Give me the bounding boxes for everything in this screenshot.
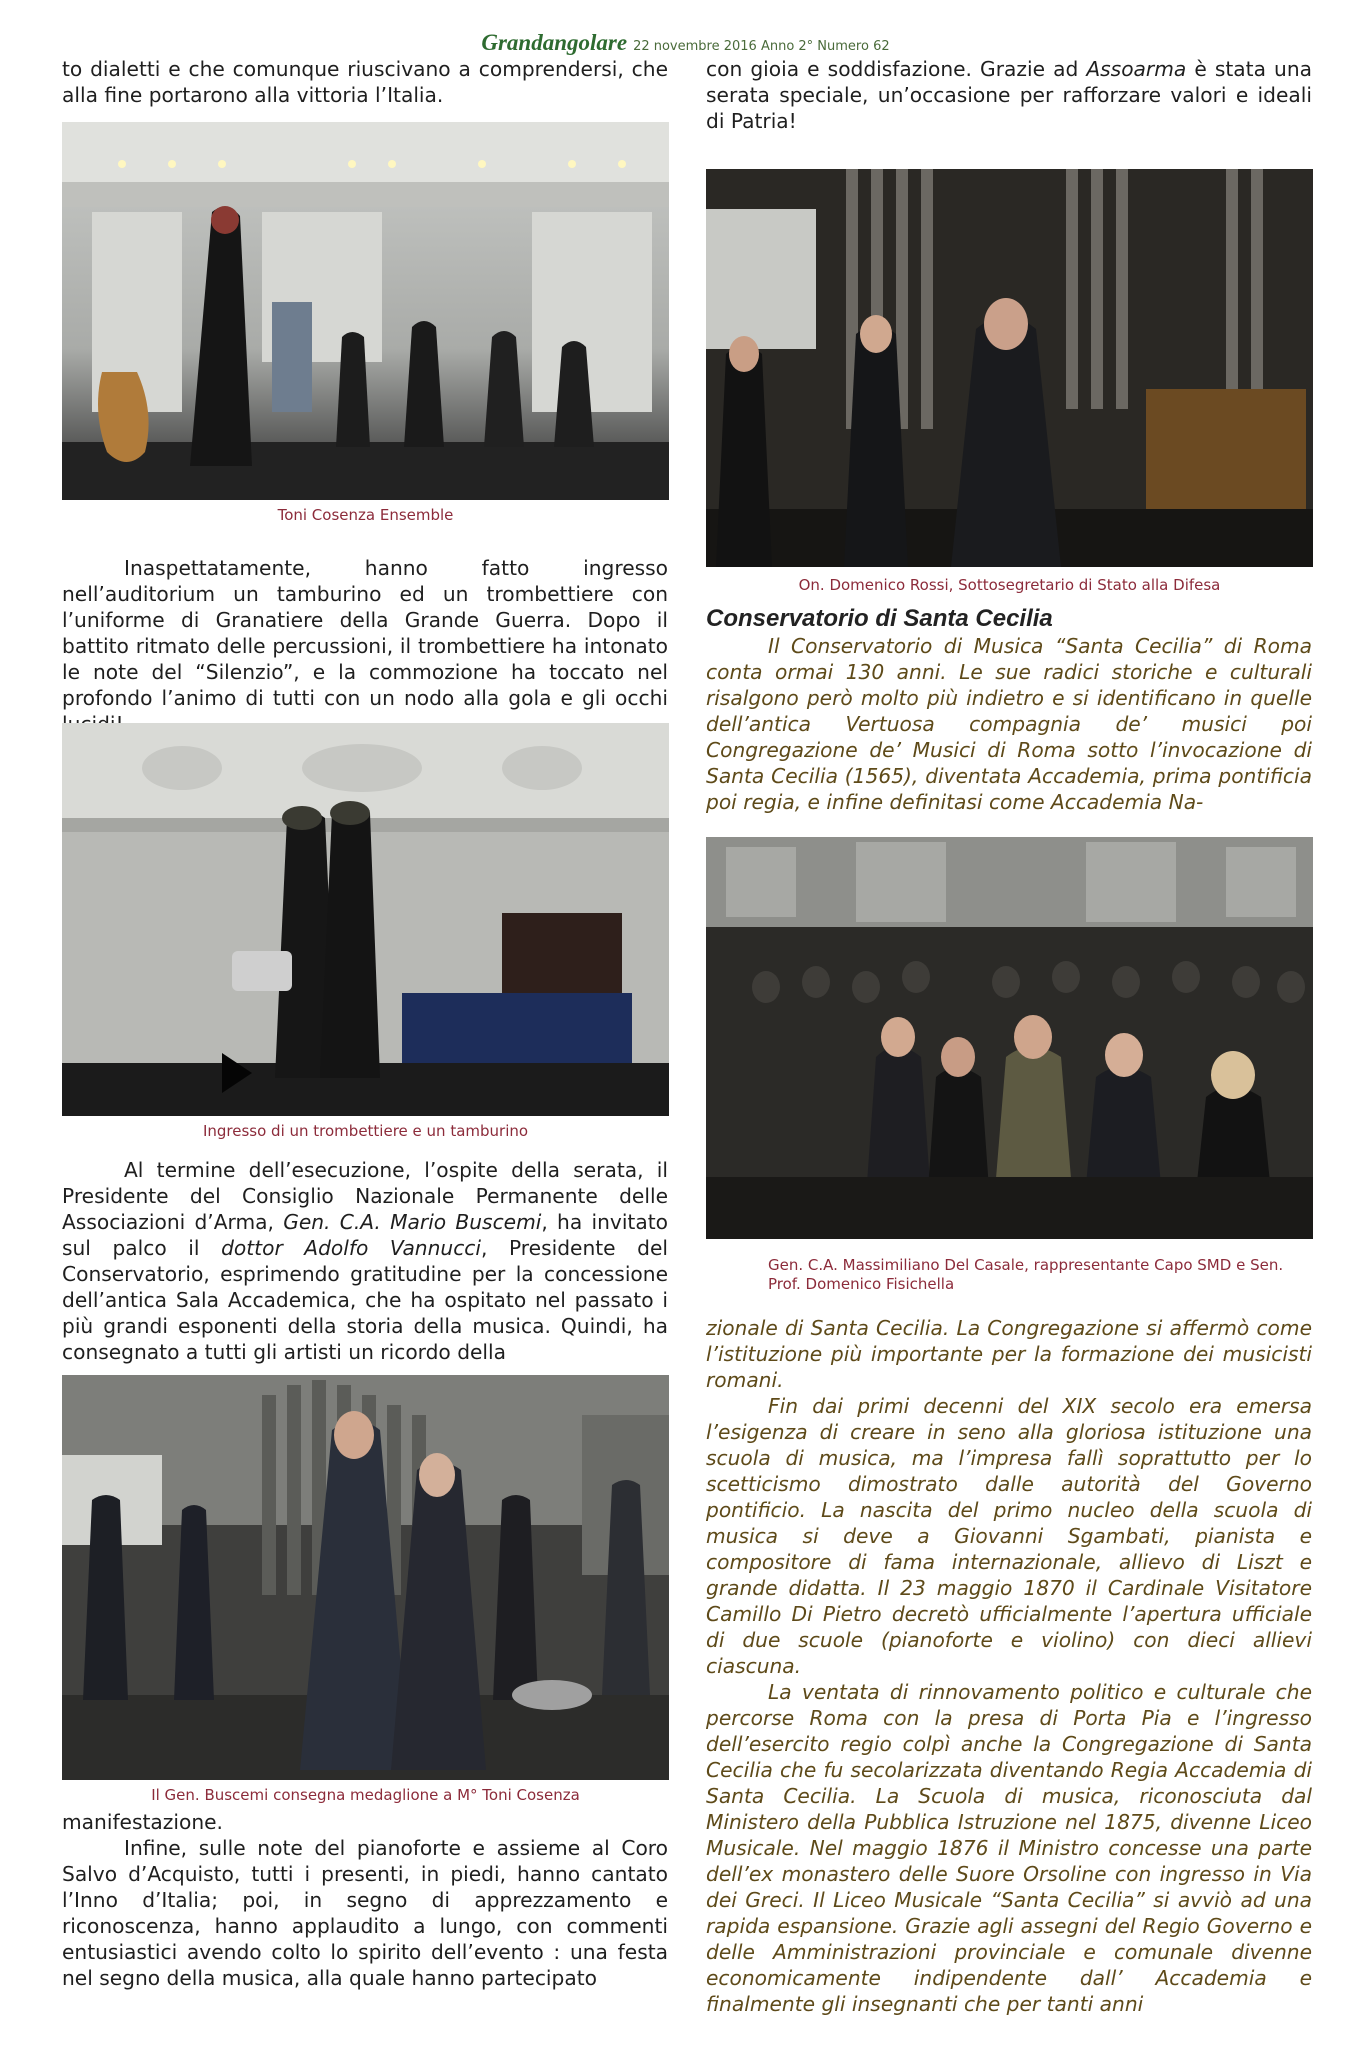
caption-drummer-wrap	[62, 1122, 669, 1141]
right-para1-text: Il Conservatorio di Musica “Santa Cecilia” di Roma conta ormai 130 anni. Le sue radici storiche e culturali risalgono però molto più indietro e si identificano in quelle dell’antica Vertuosa compagnia de’ musici poi Congregazione de’ Musici di Roma sotto l’invocazione di Santa Cecilia (1565), diventata Accademia, prima pontificia poi regia, e infine definitasi come Accademia Na-	[706, 634, 1312, 814]
caption-medal-wrap	[62, 1786, 669, 1805]
para2-name-buscemi: Gen. C.A. Mario Buscemi	[283, 1210, 542, 1234]
caption-drummer-trumpeter: Ingresso di un trombettiere e un tamburino	[202, 1122, 529, 1140]
left-intro-text: to dialetti e che comunque riuscivano a comprendersi, che alla fine portarono alla vittoria l’Italia.	[62, 57, 668, 107]
para2-part-a: Al termine dell’esecuzione, l’ospite della serata, il Presidente del Consiglio Nazionale Permanente delle Associazioni d’Arma,	[62, 1158, 668, 1234]
right-intro-c: è stata una serata speciale, un’occasione per rafforzare valori e ideali di Patria!	[706, 57, 1312, 133]
right-para4-text: La ventata di rinnovamento politico e culturale che percorse Roma con la presa di Porta Pia e l’ingresso dell’esercito regio colpì anche la Congregazione di Santa Cecilia che fu secolarizzata diventando Regia Accademia di Santa Cecilia. La Scuola di musica, riconosciuta dal Ministero della Pubblica Istruzione nel 1875, divenne Liceo Musicale. Nel maggio 1876 il Ministro concesse una parte dell’ex monastero delle Suore Orsoline con ingresso in Via dei Greci. Il Liceo Musicale “Santa Cecilia” si avviò ad una rapida espansione. Grazie agli assegni del Regio Governo e delle Amministrazioni provinciale e comunale divenne economicamente indipendente dall’ Accademia e finalmente gli insegnanti che per tanti anni	[706, 1680, 1312, 2016]
para2-name-vannucci: dottor Adolfo Vannucci	[221, 1236, 481, 1260]
left-para3-text: manifestazione.	[62, 1810, 223, 1834]
left-para4-text: Infine, sulle note del pianoforte e assieme al Coro Salvo d’Acquisto, tutti i presenti, in piedi, hanno cantato l’Inno d’Italia; poi, in segno di apprezzamento e riconoscenza, hanno applaudito a lungo, con commenti entusiastici avendo colto lo spirito dell’evento : una festa nel segno della musica, alla quale hanno partecipato	[62, 1836, 668, 1990]
photo-drummer-trumpeter	[62, 723, 669, 1116]
caption-domenico-rossi: On. Domenico Rossi, Sottosegretario di Stato alla Difesa	[798, 576, 1221, 594]
right-intro-text	[706, 56, 1312, 134]
right-para2-text: zionale di Santa Cecilia. La Congregazione si affermò come l’istituzione più importante per la formazione dei musicisti romani.	[706, 1316, 1312, 1392]
left-intro	[62, 56, 668, 108]
photo-ensemble	[62, 122, 669, 500]
caption-audience-wrap	[706, 1256, 1313, 1294]
magazine-title: Grandangolare	[481, 30, 628, 55]
caption-rossi-wrap	[706, 576, 1313, 595]
photo-domenico-rossi	[706, 169, 1313, 567]
left-para3	[62, 1809, 668, 1991]
caption-medal-handover: Il Gen. Buscemi consegna medaglione a M° Toni Cosenza	[151, 1786, 580, 1804]
issue-info: 22 novembre 2016 Anno 2° Numero 62	[633, 39, 890, 54]
right-intro	[706, 56, 1312, 134]
left-para1	[62, 555, 668, 737]
left-para1-text: Inaspettatamente, hanno fatto ingresso nell’auditorium un tamburino ed un trombettiere con l’uniforme di Granatiere della Grande Guerra. Dopo il battito ritmato delle percussioni, il trombettiere ha intonato le note del “Silenzio”, e la commozione ha toccato nel profondo l’animo di tutti con un nodo alla gola e gli occhi	[62, 556, 668, 710]
photo-audience	[706, 837, 1313, 1239]
section-heading: Conservatorio di Santa Cecilia	[706, 605, 1053, 632]
caption-audience: Gen. C.A. Massimiliano Del Casale, rappresentante Capo SMD e Sen. Prof. Domenico Fisichella	[768, 1256, 1284, 1293]
left-para2	[62, 1157, 668, 1365]
right-intro-a: con gioia e soddisfazione. Grazie ad	[706, 57, 1087, 81]
right-intro-assoarma: Assoarma	[1086, 57, 1187, 81]
photo-medal-handover	[62, 1375, 669, 1780]
right-body	[706, 1315, 1312, 2017]
caption-ensemble-wrap	[62, 506, 669, 525]
caption-ensemble: Toni Cosenza Ensemble	[277, 506, 454, 524]
right-section	[706, 605, 1312, 815]
para2-part-e: , Presidente del Conservatorio, esprimendo gratitudine per la concessione dell’antica Sala Accademica, che ha ospitato nel passato i più grandi esponenti della storia della musica. Quindi, ha consegnato a tutti gli artisti un ricordo della	[62, 1236, 668, 1364]
right-para3-text: Fin dai primi decenni del XIX secolo era emersa l’esigenza di creare in seno alla gloriosa istituzione una scuola di musica, ma l’impresa fallì soprattutto per lo scetticismo dimostrato dalle autorità del Governo pontificio. La nascita del primo nucleo della scuola di musica si deve a Giovanni Sgambati, pianista e compositore di fama internazionale, allievo di Liszt e grande didatta. Il 23 maggio 1870 il Cardinale Visitatore Camillo Di Pietro decretò ufficialmente l’apertura ufficiale di due scuole (pianoforte e violino) con dieci allievi ciascuna.	[706, 1394, 1312, 1678]
para2-part-c: , ha invitato sul palco il	[62, 1210, 668, 1260]
left-para2-text	[62, 1157, 668, 1365]
